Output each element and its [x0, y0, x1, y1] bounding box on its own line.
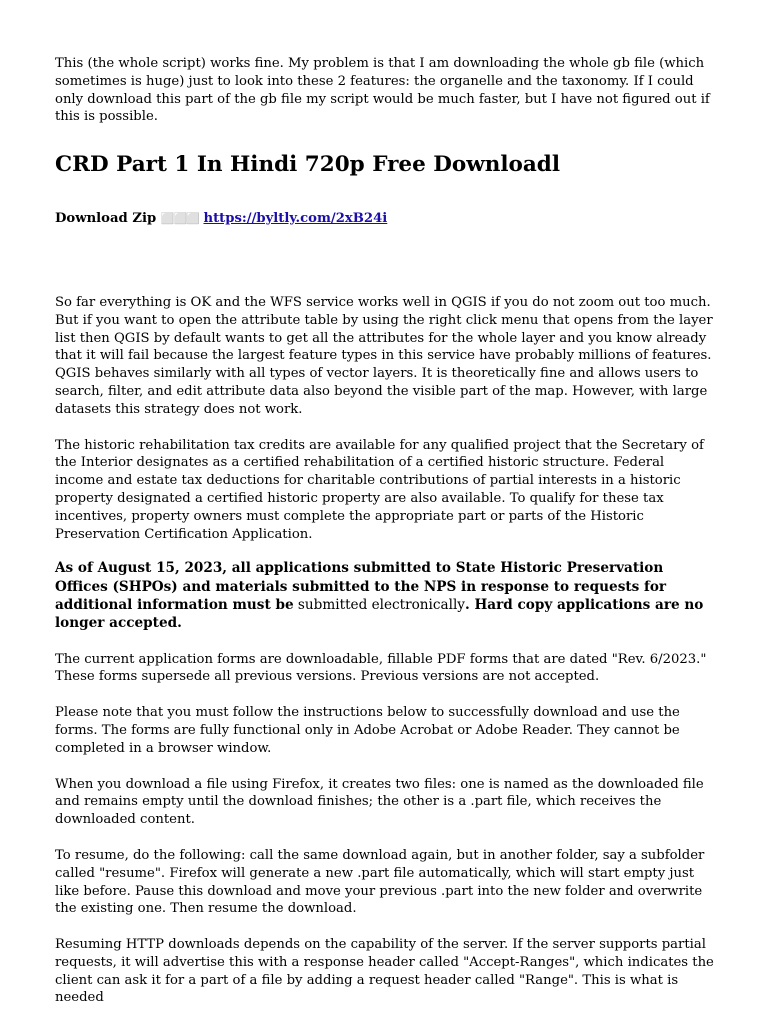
- page-title: CRD Part 1 In Hindi 720p Free Downloadl: [55, 152, 561, 178]
- download-link[interactable]: https://byltly.com/2xB24i: [203, 211, 388, 227]
- paragraph-firefox: When you download a file using Firefox, it creates two files: one is named as the downloaded file and remains empty until the download finishes; the other is a .part file, which receives the downloaded content.: [55, 776, 704, 828]
- unknown-glyphs-icon: ⬜⬜⬜: [160, 212, 199, 226]
- paragraph-resume: To resume, do the following: call the same download again, but in another folder, say a subfolder called "resume". Firefox will generate a new .part file automatically, which will start empty just like before. Pause this download and move your previous .part into the new folder and overwrite the existing one. Then resume the download.: [55, 847, 705, 917]
- notice-paragraph: [55, 559, 715, 632]
- download-line: [55, 210, 715, 228]
- notice-bold-start: As of August 15, 2023, all applications submitted to State Historic Preservation Offices (SHPOs) and materials submitted to the NPS in response to requests for additional information must be: [55, 560, 667, 613]
- paragraph-wfs: So far everything is OK and the WFS service works well in QGIS if you do not zoom out too much. But if you want to open the attribute table by using the right click menu that opens from the layer list then QGIS by default wants to get all the attributes for the whole layer and you know already that it will fail because the largest feature types in this service have probably millions of features. QGIS behaves similarly with all types of vector layers. It is theoretically fine and allows users to search, filter, and edit attribute data also beyond the visible part of the map. However, with large datasets this strategy does not work.: [55, 294, 713, 417]
- paragraph-tax-credits: The historic rehabilitation tax credits are available for any qualified project that the Secretary of the Interior designates as a certified rehabilitation of a certified historic structure. Federal income and estate tax deductions for charitable contributions of partial interests in a historic property designated a certified historic property are also available. To qualify for these tax incentives, property owners must complete the appropriate part or parts of the Historic Preservation Certification Application.: [55, 437, 704, 542]
- notice-bold-end: . Hard copy applications are no longer accepted.: [55, 596, 704, 632]
- download-label: Download Zip: [55, 211, 157, 227]
- paragraph-http: Resuming HTTP downloads depends on the capability of the server. If the server supports partial requests, it will advertise this with a response header called "Accept-Ranges", which indicates the client can ask it for a part of a file by adding a request header called "Range". This is what is needed: [55, 937, 714, 1006]
- paragraph-forms: The current application forms are downloadable, fillable PDF forms that are dated "Rev. 6/2023." These forms supersede all previous versions. Previous versions are not accepted.: [55, 651, 707, 685]
- paragraph-instructions: Please note that you must follow the instructions below to successfully download and use the forms. The forms are fully functional only in Adobe Acrobat or Adobe Reader. They cannot be completed in a browser window.: [55, 705, 680, 756]
- intro-paragraph: This (the whole script) works fine. My problem is that I am downloading the whole gb file (which sometimes is huge) just to look into these 2 features: the organelle and the taxonomy. If I could only download this part of the gb file my script would be much faster, but I have not figured out if this is possible.: [55, 56, 710, 125]
- notice-plain-middle: submitted electronically: [293, 596, 465, 613]
